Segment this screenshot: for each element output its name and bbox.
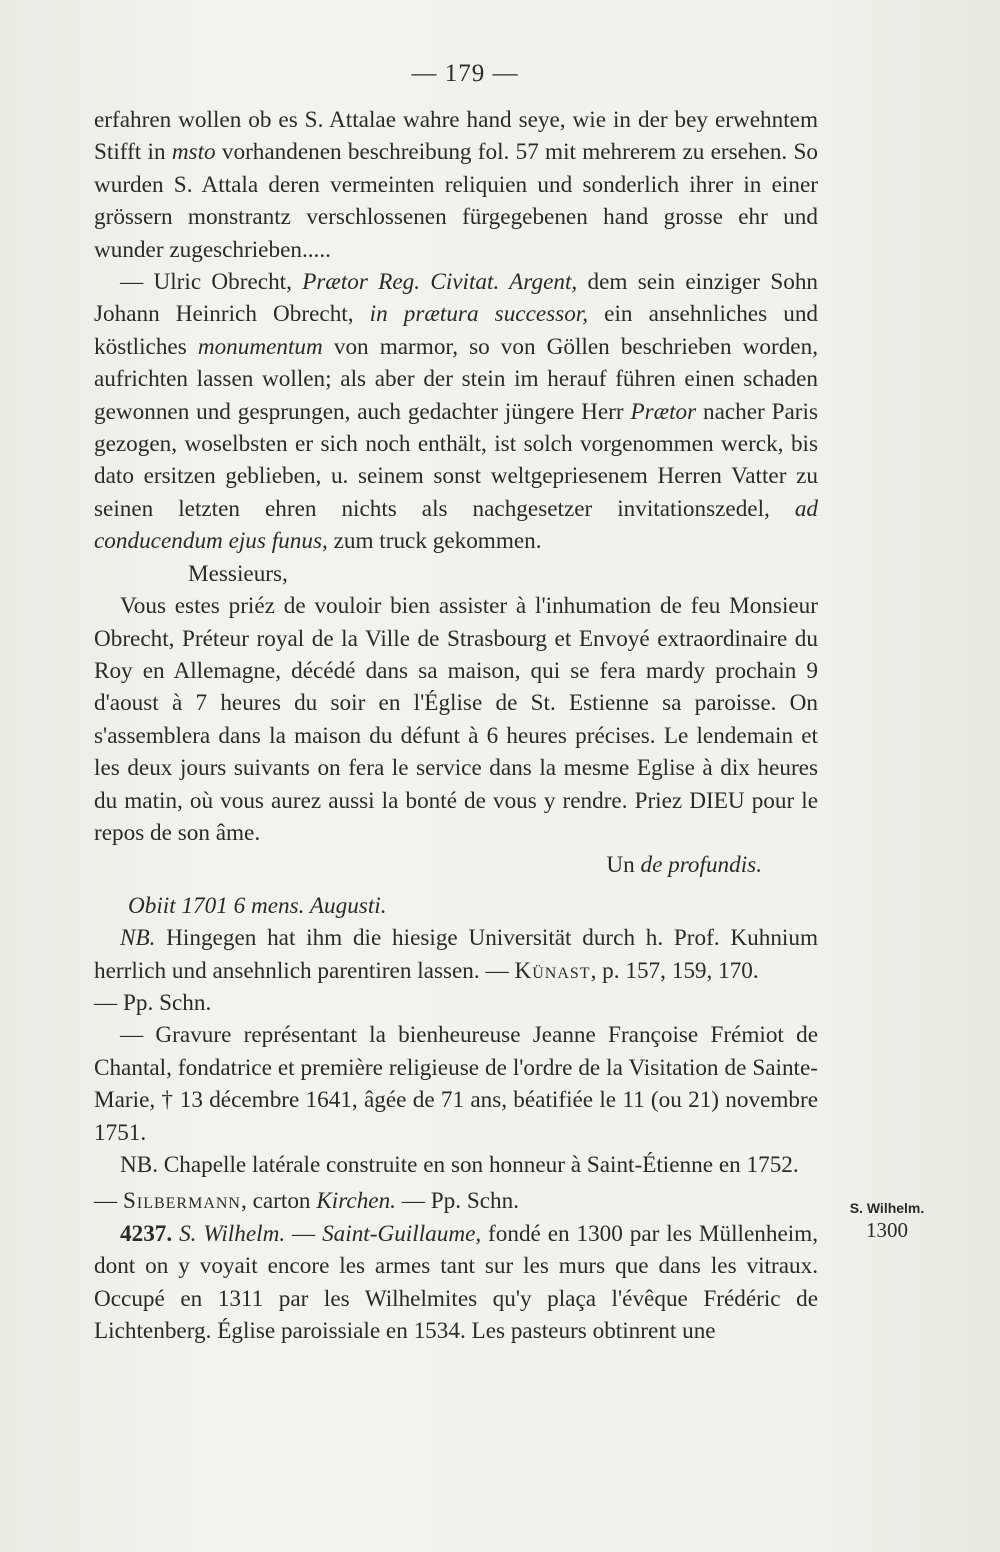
italic-run: de profundis. — [640, 852, 762, 879]
text-run: — Pp. Schn. — [395, 1188, 520, 1215]
italic-run: ad conducendum ejus funus, — [94, 495, 818, 555]
text-run: — Ulric Obrecht, — [120, 269, 303, 296]
italic-run: NB. — [120, 925, 156, 952]
text-run: dem sein einziger Sohn Johann Heinrich Obrecht, — [94, 269, 819, 328]
text-run: Hingegen hat ihm die hiesige Universität durch h. Prof. Kuhnium herrlich und ansehnlich parentiren lassen. — — [94, 925, 818, 984]
paragraph-obrecht — [94, 266, 818, 558]
text-run: vorhandenen beschreibung fol. 57 mit mehrerem zu ersehen. So wurden S. Attala deren vermeinten reliquien und sonderlich ihrer in einer grössern monstrantz verschlossenen fürgegebenen hand grosse ehr und wunder zugeschrieben..... — [94, 139, 818, 263]
text-run: ein ansehnliches und köstliches — [94, 301, 819, 360]
text-run: fondé en 1300 par les Müllenheim, dont on y voyait encore les armes tant sur les murs que dans les vitraux. Occupé en 1311 par les Wilhelmites qu'y plaça l'évêque Frédéric de Lichtenberg. Église paroissiale en 1534. Les pasteurs obtinrent une — [94, 1220, 819, 1345]
text-run: von marmor, so von Göllen beschrieben worden, aufrichten lassen wollen; als aber der stein im herauf führen einen schaden gewonnen und gesprungen, auch gedachter jüngere Herr — [94, 333, 818, 425]
italic-run: Prætor — [630, 398, 697, 425]
entry-4237 — [94, 1218, 818, 1348]
text-run: erfahren wollen ob es S. Attalae wahre hand seye, wie in der bey erwehntem Stifft in — [94, 107, 818, 166]
page-number: — 179 — — [411, 60, 519, 87]
italic-run: msto — [171, 139, 216, 166]
entry-number: 4237. — [120, 1220, 173, 1247]
italic-run: monumentum — [197, 333, 323, 360]
text-run: — — [94, 1188, 123, 1215]
text-run: Un — [606, 852, 641, 879]
margin-note — [833, 1200, 941, 1243]
obiit-line: Obiit 1701 6 mens. Augusti. — [128, 892, 387, 919]
entry-title: S. Wilhelm. — [179, 1220, 286, 1247]
italic-run: Kirchen. — [316, 1188, 396, 1215]
text-run: — — [285, 1220, 323, 1247]
italic-run: Prætor Reg. Civitat. Argent, — [302, 269, 578, 296]
italic-run: in prætura successor, — [369, 301, 589, 328]
text-run: zum truck gekommen. — [327, 528, 542, 555]
signature-line — [94, 1185, 818, 1217]
nb-paragraph-chapelle: NB. Chapelle latérale construite en son honneur à Saint-Étienne en 1752. — [120, 1152, 799, 1178]
author-name: Künast — [514, 957, 591, 984]
signature-line: — Pp. Schn. — [94, 989, 212, 1016]
paragraph-attala — [94, 104, 818, 266]
text-run: , p. 157, 159, 170. — [590, 957, 759, 984]
nb-paragraph-universitat — [94, 922, 818, 987]
body-text — [94, 104, 818, 1347]
salutation: Messieurs, — [188, 560, 288, 587]
italic-run: Saint-Guillaume, — [322, 1220, 482, 1247]
text-run: , carton — [241, 1188, 317, 1215]
margin-note-title: S. Wilhelm. — [849, 1200, 925, 1216]
margin-note-year: 1300 — [866, 1218, 908, 1242]
invitation-text: Vous estes priéz de vouloir bien assister à l'inhumation de feu Monsieur Obrecht, Préteur royal de la Ville de Strasbourg et Envoyé extraordinaire du Roy en Allemagne, décédé dans sa maison, qui se fera mardy prochain 9 d'aoust à 7 heures du soir en l'Église de St. Estienne sa paroisse. On s'assemblera dans la maison du défunt à 6 heures précises. Le lendemain et les deux jours suivants on fera le service dans la mesme Eglise à dix heures du matin, où vous aurez aussi la bonté de vous y rendre. Priez DIEU pour le repos de son âme. — [94, 593, 818, 846]
profundis-line — [94, 849, 818, 881]
paragraph-gravure: — Gravure représentant la bienheureuse Jeanne Françoise Frémiot de Chantal, fondatrice et première religieuse de l'ordre de la Visitation de Sainte-Marie, † 13 décembre 1641, âgée de 71 ans, béatifiée le 11 (ou 21) novembre 1751. — [94, 1022, 818, 1146]
text-run: nacher Paris gezogen, woselbsten er sich noch enthält, ist solch vorgenommen werck, bis dato ersitzen geblieben, u. seinem sonst weltgepriesenem Herren Vatter zu seinen letzten ehren nichts als nachgesetzer invitationszedel, — [94, 398, 818, 522]
author-name: Silbermann — [122, 1188, 241, 1215]
